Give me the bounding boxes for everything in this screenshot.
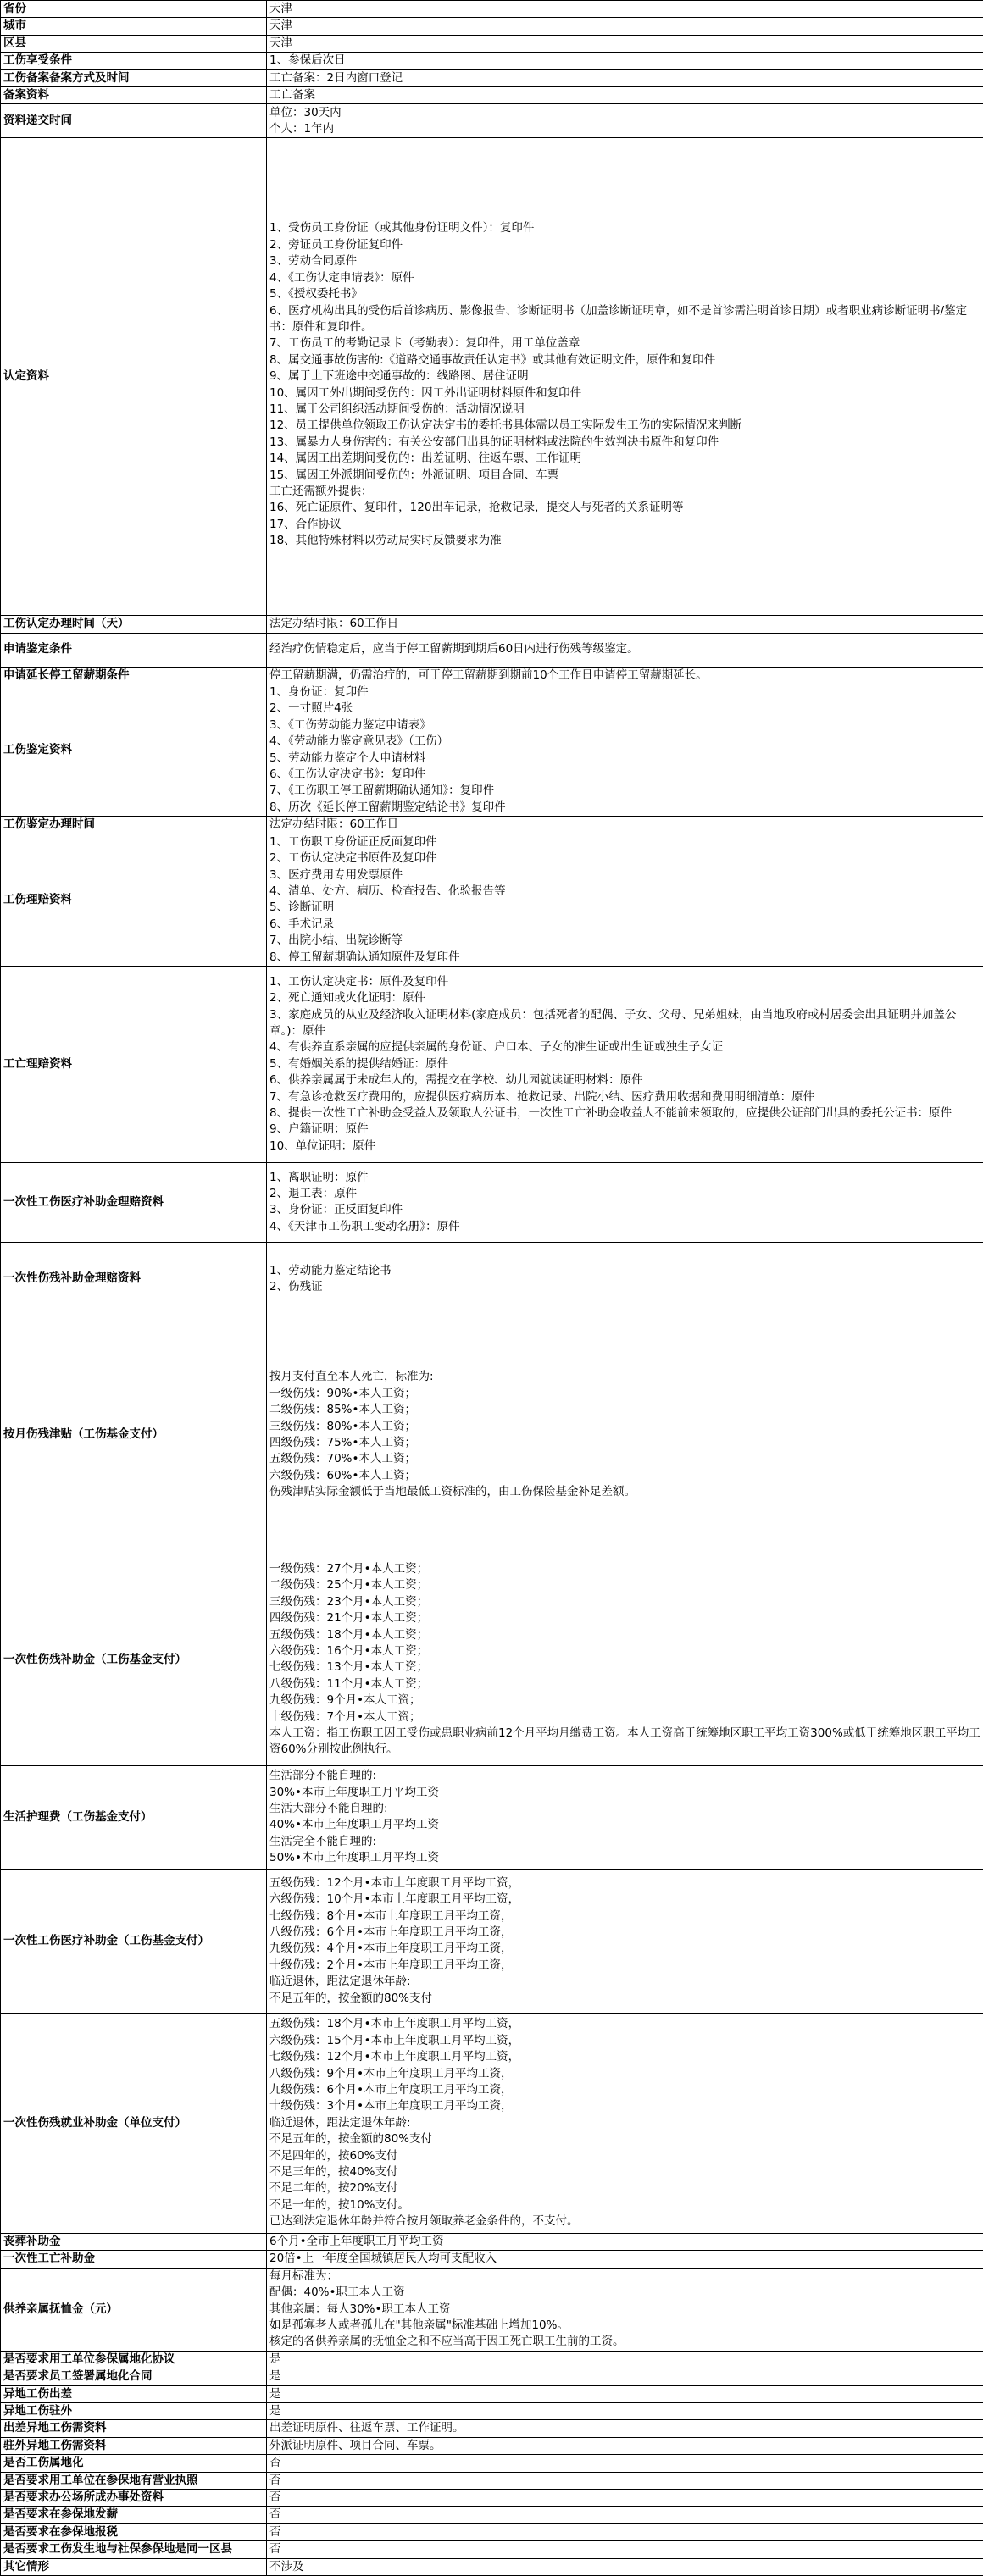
row-label: 区县	[1, 35, 267, 52]
row-label: 是否要求员工签署属地化合同	[1, 2368, 267, 2385]
row-label: 是否工伤属地化	[1, 2455, 267, 2472]
table-row	[1, 2523, 983, 2540]
row-value: 是	[267, 2368, 983, 2385]
row-value: 每月标准为： 配偶：40%•职工本人工资 其他亲属：每人30%•职工本人工资 如是孤寡老人或者孤儿在"其他亲属"标准基础上增加10%。 核定的各供养亲属的抚恤金之和不应当高于因工死亡职工生前的工资。	[267, 2268, 983, 2351]
table-row	[1, 138, 983, 616]
table-row	[1, 87, 983, 104]
row-label: 资料递交时间	[1, 104, 267, 138]
table-row	[1, 1, 983, 18]
row-value: 五级伤残：18个月•本市上年度职工月平均工资， 六级伤残：15个月•本市上年度职工月平均工资， 七级伤残：12个月•本市上年度职工月平均工资， 八级伤残：9个月•本市上年度职工月平均工资， 九级伤残：6个月•本市上年度职工月平均工资， 十级伤残：3个月•本市上年度职工月平均工资， 临近退休，距法定退休年龄: 不足五年的，按金额的80%支付 不足四年的，按60%支付 不足三年的，按40%支付 不足二年的，按20%支付 不足一年的，按10%支付。 已达到法定退休年龄并符合按月领取养老金条件的，不支付。	[267, 2013, 983, 2233]
row-label: 是否要求在参保地报税	[1, 2523, 267, 2540]
row-label: 省份	[1, 1, 267, 18]
row-value: 五级伤残：12个月•本市上年度职工月平均工资， 六级伤残：10个月•本市上年度职工月平均工资， 七级伤残：8个月•本市上年度职工月平均工资， 八级伤残：6个月•本市上年度职工月平均工资， 九级伤残：4个月•本市上年度职工月平均工资， 十级伤残：2个月•本市上年度职工月平均工资， 临近退休，距法定退休年龄: 不足五年的，按金额的80%支付	[267, 1869, 983, 2013]
row-label: 工亡理赔资料	[1, 966, 267, 1162]
table-row	[1, 2558, 983, 2575]
row-label: 一次性工亡补助金	[1, 2251, 267, 2268]
table-row	[1, 2472, 983, 2489]
row-label: 按月伤残津贴（工伤基金支付）	[1, 1316, 267, 1554]
row-label: 是否要求在参保地发薪	[1, 2507, 267, 2523]
table-row	[1, 2541, 983, 2558]
row-value: 法定办结时限：60工作日	[267, 616, 983, 633]
table-row	[1, 616, 983, 633]
row-value: 1、离职证明：原件 2、退工表：原件 3、身份证：正反面复印件 4、《天津市工伤职工变动名册》：原件	[267, 1162, 983, 1242]
table-row	[1, 104, 983, 138]
row-label: 一次性伤残补助金理赔资料	[1, 1242, 267, 1316]
row-label: 城市	[1, 18, 267, 35]
table-row	[1, 1869, 983, 2013]
row-label: 一次性工伤医疗补助金理赔资料	[1, 1162, 267, 1242]
row-value: 否	[267, 2490, 983, 2507]
row-value: 不涉及	[267, 2558, 983, 2575]
table-row	[1, 2490, 983, 2507]
row-label: 申请延长停工留薪期条件	[1, 667, 267, 684]
table-row	[1, 53, 983, 69]
row-value: 是	[267, 2403, 983, 2420]
table-row	[1, 35, 983, 52]
row-value: 生活部分不能自理的: 30%•本市上年度职工月平均工资 生活大部分不能自理的: 40%•本市上年度职工月平均工资 生活完全不能自理的: 50%•本市上年度职工月平均工资	[267, 1765, 983, 1869]
table-row	[1, 2251, 983, 2268]
table-row	[1, 2420, 983, 2437]
row-value: 出差证明原件、往返车票、工作证明。	[267, 2420, 983, 2437]
table-row	[1, 1162, 983, 1242]
table-row	[1, 817, 983, 834]
row-label: 是否要求办公场所成办事处资料	[1, 2490, 267, 2507]
row-value: 单位：30天内 个人：1年内	[267, 104, 983, 138]
row-label: 是否要求用工单位在参保地有营业执照	[1, 2472, 267, 2489]
row-label: 出差异地工伤需资料	[1, 2420, 267, 2437]
table-row	[1, 69, 983, 86]
table-row	[1, 2013, 983, 2233]
row-label: 是否要求工伤发生地与社保参保地是同一区县	[1, 2541, 267, 2558]
row-label: 工伤享受条件	[1, 53, 267, 69]
table-row	[1, 2385, 983, 2402]
row-value: 1、参保后次日	[267, 53, 983, 69]
row-label: 一次性工伤医疗补助金（工伤基金支付）	[1, 1869, 267, 2013]
row-label: 供养亲属抚恤金（元）	[1, 2268, 267, 2351]
row-value: 否	[267, 2507, 983, 2523]
row-value: 工亡备案	[267, 87, 983, 104]
row-value: 停工留薪期满，仍需治疗的，可于停工留薪期到期前10个工作日申请停工留薪期延长。	[267, 667, 983, 684]
table-row	[1, 1242, 983, 1316]
row-label: 一次性伤残就业补助金（单位支付）	[1, 2013, 267, 2233]
row-label: 认定资料	[1, 138, 267, 616]
table-row	[1, 2507, 983, 2523]
row-value: 外派证明原件、项目合同、车票。	[267, 2437, 983, 2454]
table-row	[1, 2455, 983, 2472]
row-value: 一级伤残：27个月•本人工资； 二级伤残：25个月•本人工资； 三级伤残：23个月•本人工资； 四级伤残：21个月•本人工资； 五级伤残：18个月•本人工资； 六级伤残：16个月•本人工资； 七级伤残：13个月•本人工资； 八级伤残：11个月•本人工资； 九级伤残：9个月•本人工资； 十级伤残：7个月•本人工资； 本人工资：指工伤职工因工受伤或患职业病前12个月平均月缴费工资。本人工资高于统筹地区职工平均工资300%或低于统筹地区职工平均工资60%分别按此例执行。	[267, 1554, 983, 1765]
table-body	[1, 1, 983, 2576]
table-row	[1, 684, 983, 817]
row-value: 天津	[267, 1, 983, 18]
row-value: 法定办结时限：60工作日	[267, 817, 983, 834]
table-row	[1, 1554, 983, 1765]
row-label: 异地工伤驻外	[1, 2403, 267, 2420]
row-label: 工伤鉴定办理时间	[1, 817, 267, 834]
row-label: 工伤认定办理时间（天）	[1, 616, 267, 633]
row-label: 丧葬补助金	[1, 2233, 267, 2250]
row-value: 1、劳动能力鉴定结论书 2、伤残证	[267, 1242, 983, 1316]
row-label: 工伤鉴定资料	[1, 684, 267, 817]
row-label: 生活护理费（工伤基金支付）	[1, 1765, 267, 1869]
row-label: 备案资料	[1, 87, 267, 104]
table-row	[1, 2233, 983, 2250]
table-row	[1, 966, 983, 1162]
table-row	[1, 2437, 983, 2454]
table-row	[1, 1765, 983, 1869]
row-value: 天津	[267, 35, 983, 52]
table-row	[1, 2368, 983, 2385]
table-row	[1, 633, 983, 667]
row-value: 1、受伤员工身份证（或其他身份证明文件）：复印件 2、旁证员工身份证复印件 3、劳动合同原件 4、《工伤认定申请表》：原件 5、《授权委托书》 6、医疗机构出具的受伤后首诊病历、影像报告、诊断证明书（加盖诊断证明章，如不是首诊需注明首诊日期）或者职业病诊断证明书/鉴定书：原件和复印件。 7、工伤员工的考勤记录卡（考勤表）：复印件，用工单位盖章 8、属交通事故伤害的:《道路交通事故责任认定书》或其他有效证明文件，原件和复印件 9、属于上下班途中交通事故的：线路图、居住证明 10、属因工外出期间受伤的：因工外出证明材料原件和复印件 11、属于公司组织活动期间受伤的：活动情况说明 12、员工提供单位领取工伤认定决定书的委托书具体需以员工实际发生工伤的实际情况来判断 13、属暴力人身伤害的：有关公安部门出具的证明材料或法院的生效判决书原件和复印件 14、属因工出差期间受伤的：出差证明、往返车票、工作证明 15、属因工外派期间受伤的：外派证明、项目合同、车票 工亡还需额外提供： 16、死亡证原件、复印件，120出车记录，抢救记录，提交人与死者的关系证明等 17、合作协议 18、其他特殊材料以劳动局实时反馈要求为准	[267, 138, 983, 616]
row-value: 工亡备案：2日内窗口登记	[267, 69, 983, 86]
row-label: 申请鉴定条件	[1, 633, 267, 667]
row-value: 按月支付直至本人死亡，标准为: 一级伤残：90%•本人工资； 二级伤残：85%•本人工资； 三级伤残：80%•本人工资； 四级伤残：75%•本人工资； 五级伤残：70%•本人工资； 六级伤残：60%•本人工资； 伤残津贴实际金额低于当地最低工资标准的，由工伤保险基金补足差额。	[267, 1316, 983, 1554]
row-value: 否	[267, 2523, 983, 2540]
row-value: 1、身份证：复印件 2、一寸照片4张 3、《工伤劳动能力鉴定申请表》 4、《劳动能力鉴定意见表》（工伤） 5、劳动能力鉴定个人申请材料 6、《工伤认定决定书》：复印件 7、《工伤职工停工留薪期确认通知》：复印件 8、历次《延长停工留薪期鉴定结论书》复印件	[267, 684, 983, 817]
table-row	[1, 834, 983, 966]
row-label: 驻外异地工伤需资料	[1, 2437, 267, 2454]
table-row	[1, 2268, 983, 2351]
table-row	[1, 2351, 983, 2368]
row-value: 1、工伤认定决定书：原件及复印件 2、死亡通知或火化证明：原件 3、家庭成员的从业及经济收入证明材料(家庭成员：包括死者的配偶、子女、父母、兄弟姐妹，由当地政府或村居委会出具证明并加盖公章。)：原件 4、有供养直系亲属的应提供亲属的身份证、户口本、子女的准生证或出生证或独生子女证 5、有婚姻关系的提供结婚证：原件 6、供养亲属属于未成年人的，需提交在学校、幼儿园就读证明材料：原件 7、有急诊抢救医疗费用的，应提供医疗病历本、抢救记录、出院小结、医疗费用收据和费用明细清单：原件 8、提供一次性工亡补助金受益人及领取人公证书，一次性工亡补助金收益人不能前来领取的，应提供公证部门出具的委托公证书：原件 9、户籍证明：原件 10、单位证明：原件	[267, 966, 983, 1162]
row-value: 否	[267, 2455, 983, 2472]
table-row	[1, 2403, 983, 2420]
row-value: 天津	[267, 18, 983, 35]
row-label: 工伤理赔资料	[1, 834, 267, 966]
row-value: 是	[267, 2351, 983, 2368]
row-value: 否	[267, 2472, 983, 2489]
row-label: 是否要求用工单位参保属地化协议	[1, 2351, 267, 2368]
row-label: 一次性伤残补助金（工伤基金支付）	[1, 1554, 267, 1765]
row-value: 1、工伤职工身份证正反面复印件 2、工伤认定决定书原件及复印件 3、医疗费用专用发票原件 4、清单、处方、病历、检查报告、化验报告等 5、诊断证明 6、手术记录 7、出院小结、出院诊断等 8、停工留薪期确认通知原件及复印件	[267, 834, 983, 966]
row-label: 工伤备案备案方式及时间	[1, 69, 267, 86]
row-value: 否	[267, 2541, 983, 2558]
table-row	[1, 18, 983, 35]
row-value: 经治疗伤情稳定后，应当于停工留薪期到期后60日内进行伤残等级鉴定。	[267, 633, 983, 667]
row-label: 其它情形	[1, 2558, 267, 2575]
row-value: 20倍•上一年度全国城镇居民人均可支配收入	[267, 2251, 983, 2268]
row-label: 异地工伤出差	[1, 2385, 267, 2402]
row-value: 是	[267, 2385, 983, 2402]
table-row	[1, 667, 983, 684]
row-value: 6个月•全市上年度职工月平均工资	[267, 2233, 983, 2250]
table-row	[1, 1316, 983, 1554]
